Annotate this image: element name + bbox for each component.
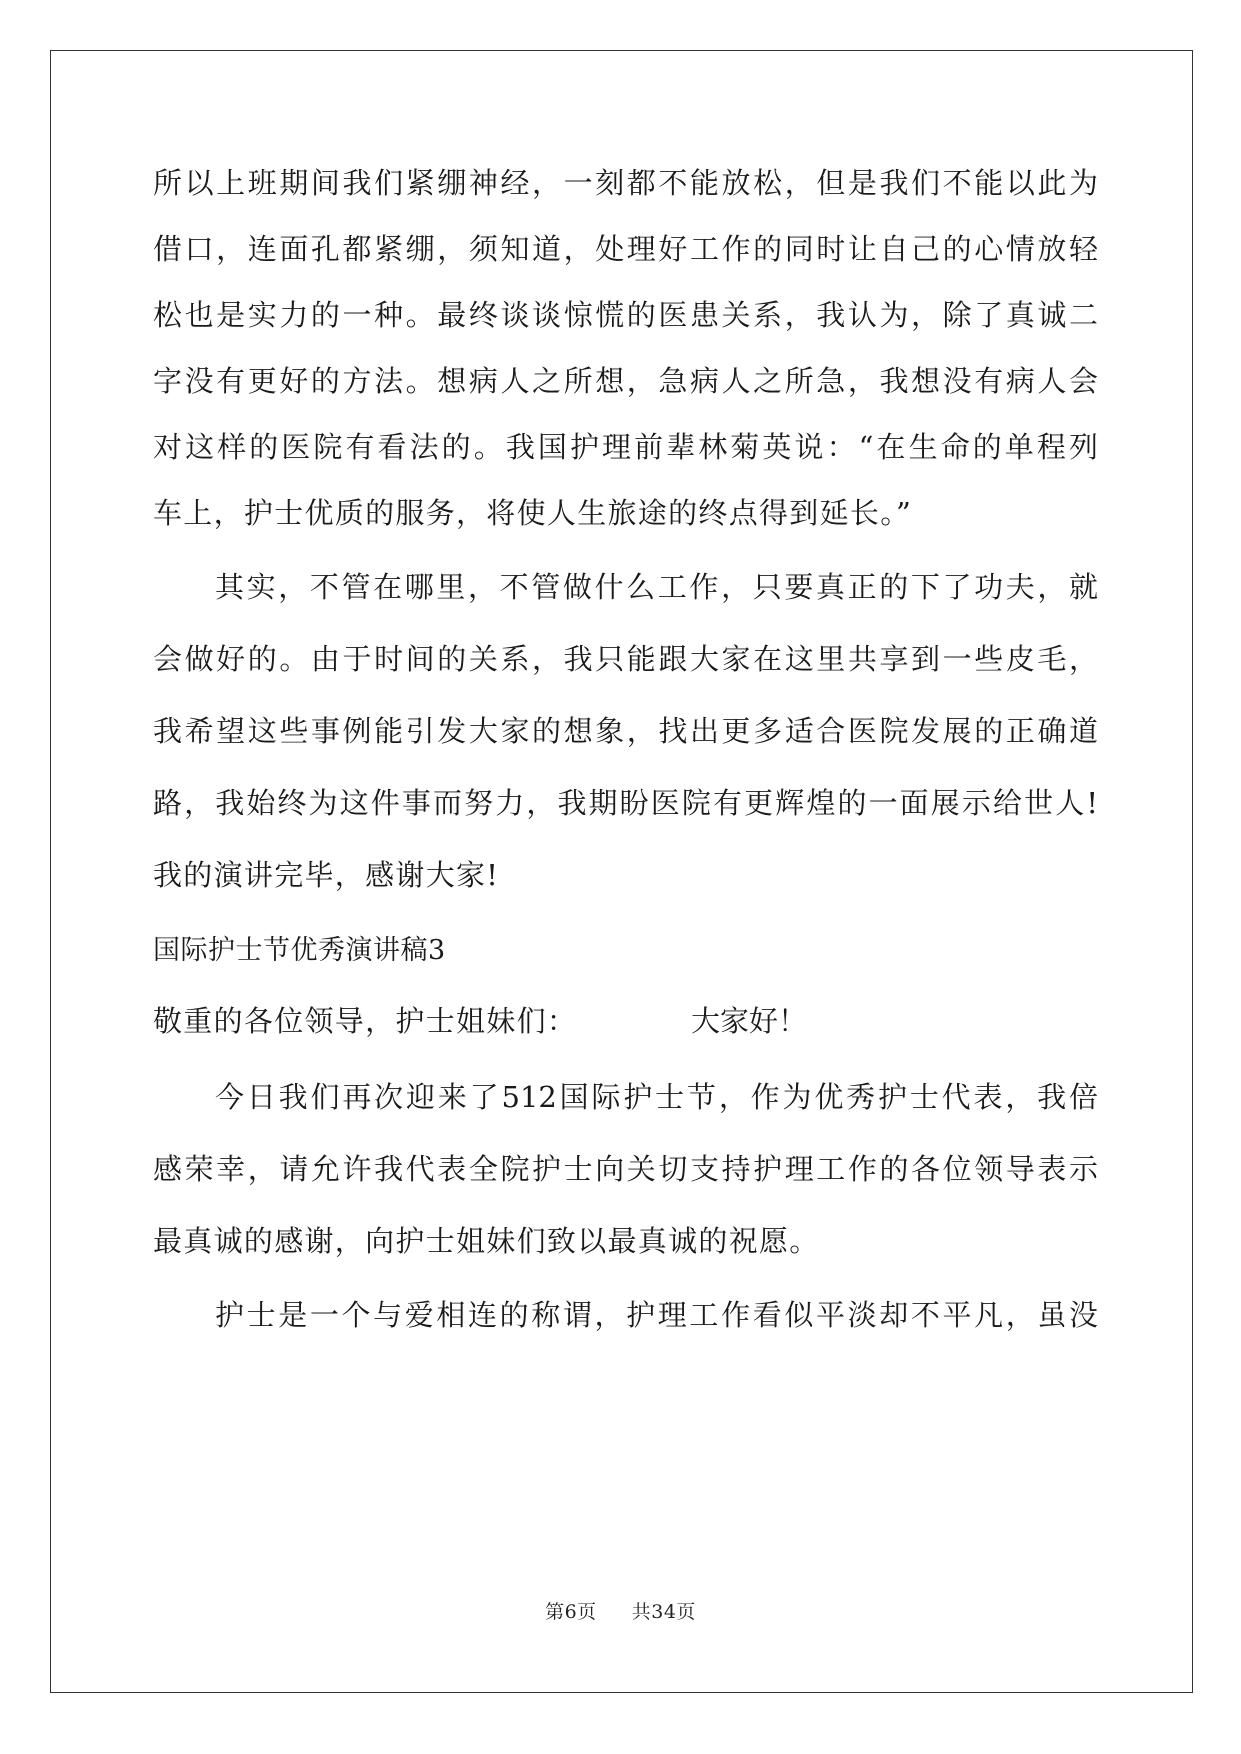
paragraph-start-line: 今日我们再次迎来了512国际护士节，作为优秀护士代表，我倍: [215, 1080, 1098, 1114]
section-heading: 国际护士节优秀演讲稿3: [153, 935, 446, 966]
page-footer: [0, 1597, 1241, 1624]
text-line: 所以上班期间我们紧绷神经，一刻都不能放松，但是我们不能以此为: [153, 166, 1098, 200]
text-line: 借口，连面孔都紧绷，须知道，处理好工作的同时让自己的心情放轻: [153, 232, 1098, 266]
page-number: 第6页: [545, 1601, 597, 1623]
text-line: 车上，护士优质的服务，将使人生旅途的终点得到延长。”: [153, 496, 913, 530]
text-line: 松也是实力的一种。最终谈谈惊慌的医患关系，我认为，除了真诚二: [153, 298, 1098, 332]
total-pages: 共34页: [631, 1601, 696, 1623]
greeting-hello: 大家好！: [691, 1004, 808, 1038]
text-line: 字没有更好的方法。想病人之所想，急病人之所急，我想没有病人会: [153, 364, 1098, 398]
text-line: 会做好的。由于时间的关系，我只能跟大家在这里共享到一些皮毛，: [153, 642, 1098, 676]
text-line: 我希望这些事例能引发大家的想象，找出更多适合医院发展的正确道: [153, 714, 1098, 748]
paragraph-start-line: 护士是一个与爱相连的称谓，护理工作看似平淡却不平凡，虽没: [215, 1298, 1098, 1332]
text-line: 感荣幸，请允许我代表全院护士向关切支持护理工作的各位领导表示: [153, 1152, 1098, 1186]
text-line: 对这样的医院有看法的。我国护理前辈林菊英说：“在生命的单程列: [153, 430, 1098, 464]
text-line: 我的演讲完毕，感谢大家!: [153, 858, 500, 892]
greeting-salutation: 敬重的各位领导，护士姐妹们：: [153, 1004, 578, 1038]
paragraph-start-line: 其实，不管在哪里，不管做什么工作，只要真正的下了功夫，就: [215, 570, 1098, 604]
text-line: 路，我始终为这件事而努力，我期盼医院有更辉煌的一面展示给世人!: [153, 786, 1098, 820]
text-line: 最真诚的感谢，向护士姐妹们致以最真诚的祝愿。: [153, 1224, 820, 1258]
